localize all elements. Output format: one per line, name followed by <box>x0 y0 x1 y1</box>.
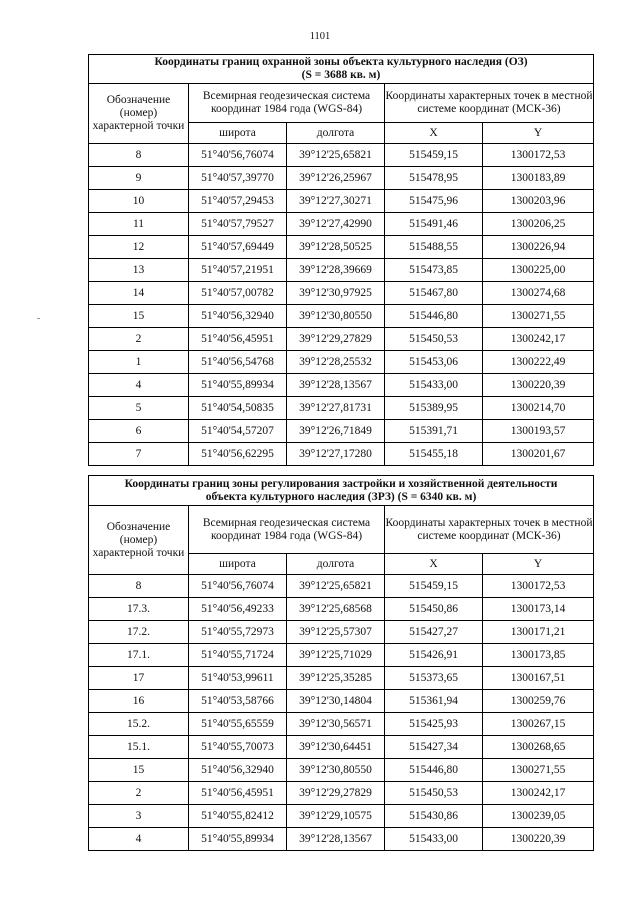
point-id-cell: 8 <box>89 575 189 598</box>
table-row <box>89 305 594 328</box>
y-cell: 1300267,15 <box>483 713 594 736</box>
latitude-cell: 51°40'53,58766 <box>189 690 287 713</box>
point-id-cell: 2 <box>89 782 189 805</box>
longitude-cell: 39°12'28,13567 <box>287 374 385 397</box>
x-cell: 515473,85 <box>385 259 483 282</box>
point-id-cell: 11 <box>89 213 189 236</box>
longitude-cell: 39°12'30,56571 <box>287 713 385 736</box>
oz-coordinates-table <box>88 54 594 466</box>
point-id-cell: 15.2. <box>89 713 189 736</box>
table-title <box>89 476 594 506</box>
latitude-cell: 51°40'54,50835 <box>189 397 287 420</box>
point-id-cell: 15 <box>89 305 189 328</box>
table-row <box>89 259 594 282</box>
table-row <box>89 351 594 374</box>
longitude-cell: 39°12'30,80550 <box>287 759 385 782</box>
latitude-cell: 51°40'55,82412 <box>189 805 287 828</box>
header-latitude: широта <box>189 123 287 144</box>
x-cell: 515426,91 <box>385 644 483 667</box>
point-id-cell: 17.3. <box>89 598 189 621</box>
table-row <box>89 144 594 167</box>
table-row <box>89 736 594 759</box>
margin-mark <box>37 318 40 319</box>
x-cell: 515475,96 <box>385 190 483 213</box>
table-row <box>89 397 594 420</box>
latitude-cell: 51°40'55,89934 <box>189 828 287 851</box>
latitude-cell: 51°40'56,45951 <box>189 328 287 351</box>
y-cell: 1300271,55 <box>483 759 594 782</box>
table-row <box>89 598 594 621</box>
x-cell: 515430,86 <box>385 805 483 828</box>
longitude-cell: 39°12'29,10575 <box>287 805 385 828</box>
point-id-cell: 6 <box>89 420 189 443</box>
table-title-line1: Координаты границ зоны регулирования застройки и хозяйственной деятельности <box>124 477 558 490</box>
latitude-cell: 51°40'56,45951 <box>189 782 287 805</box>
y-cell: 1300201,67 <box>483 443 594 466</box>
point-id-cell: 4 <box>89 828 189 851</box>
longitude-cell: 39°12'26,25967 <box>287 167 385 190</box>
latitude-cell: 51°40'56,54768 <box>189 351 287 374</box>
latitude-cell: 51°40'57,69449 <box>189 236 287 259</box>
table-row <box>89 713 594 736</box>
latitude-cell: 51°40'56,32940 <box>189 759 287 782</box>
latitude-cell: 51°40'55,65559 <box>189 713 287 736</box>
table-row <box>89 782 594 805</box>
x-cell: 515433,00 <box>385 828 483 851</box>
table-row <box>89 420 594 443</box>
y-cell: 1300225,00 <box>483 259 594 282</box>
x-cell: 515450,86 <box>385 598 483 621</box>
header-x: X <box>385 554 483 575</box>
y-cell: 1300173,85 <box>483 644 594 667</box>
page-number: 1101 <box>309 31 331 42</box>
x-cell: 515373,65 <box>385 667 483 690</box>
table-row <box>89 667 594 690</box>
latitude-cell: 51°40'57,79527 <box>189 213 287 236</box>
longitude-cell: 39°12'25,35285 <box>287 667 385 690</box>
point-id-cell: 10 <box>89 190 189 213</box>
longitude-cell: 39°12'27,42990 <box>287 213 385 236</box>
longitude-cell: 39°12'27,17280 <box>287 443 385 466</box>
x-cell: 515433,00 <box>385 374 483 397</box>
y-cell: 1300167,51 <box>483 667 594 690</box>
y-cell: 1300226,94 <box>483 236 594 259</box>
longitude-cell: 39°12'30,64451 <box>287 736 385 759</box>
x-cell: 515455,18 <box>385 443 483 466</box>
y-cell: 1300220,39 <box>483 828 594 851</box>
point-id-cell: 16 <box>89 690 189 713</box>
x-cell: 515446,80 <box>385 759 483 782</box>
latitude-cell: 51°40'56,76074 <box>189 144 287 167</box>
x-cell: 515453,06 <box>385 351 483 374</box>
longitude-cell: 39°12'28,25532 <box>287 351 385 374</box>
x-cell: 515427,27 <box>385 621 483 644</box>
table-row <box>89 443 594 466</box>
x-cell: 515391,71 <box>385 420 483 443</box>
y-cell: 1300271,55 <box>483 305 594 328</box>
x-cell: 515488,55 <box>385 236 483 259</box>
longitude-cell: 39°12'25,68568 <box>287 598 385 621</box>
point-id-cell: 8 <box>89 144 189 167</box>
x-cell: 515427,34 <box>385 736 483 759</box>
y-cell: 1300203,96 <box>483 190 594 213</box>
y-cell: 1300206,25 <box>483 213 594 236</box>
table-title-line2: (S = 3688 кв. м) <box>301 69 381 81</box>
table-row <box>89 621 594 644</box>
point-id-cell: 7 <box>89 443 189 466</box>
latitude-cell: 51°40'57,00782 <box>189 282 287 305</box>
latitude-cell: 51°40'55,71724 <box>189 644 287 667</box>
x-cell: 515491,46 <box>385 213 483 236</box>
point-id-cell: 15.1. <box>89 736 189 759</box>
point-id-cell: 17.1. <box>89 644 189 667</box>
longitude-cell: 39°12'26,71849 <box>287 420 385 443</box>
header-longitude: долгота <box>287 123 385 144</box>
x-cell: 515450,53 <box>385 328 483 351</box>
y-cell: 1300171,21 <box>483 621 594 644</box>
header-y: Y <box>483 554 594 575</box>
table-row <box>89 805 594 828</box>
x-cell: 515389,95 <box>385 397 483 420</box>
latitude-cell: 51°40'57,39770 <box>189 167 287 190</box>
longitude-cell: 39°12'28,39669 <box>287 259 385 282</box>
point-id-cell: 14 <box>89 282 189 305</box>
point-id-cell: 13 <box>89 259 189 282</box>
point-id-cell: 15 <box>89 759 189 782</box>
y-cell: 1300173,14 <box>483 598 594 621</box>
y-cell: 1300239,05 <box>483 805 594 828</box>
table-row <box>89 190 594 213</box>
table-row <box>89 282 594 305</box>
longitude-cell: 39°12'29,27829 <box>287 328 385 351</box>
header-msk36: Координаты характерных точек в местной системе координат (МСК-36) <box>385 84 594 123</box>
header-point-id: Обозначение (номер) характерной точки <box>89 84 189 144</box>
table-row <box>89 828 594 851</box>
y-cell: 1300220,39 <box>483 374 594 397</box>
y-cell: 1300268,65 <box>483 736 594 759</box>
table-row <box>89 575 594 598</box>
table-title <box>89 55 594 84</box>
x-cell: 515425,93 <box>385 713 483 736</box>
longitude-cell: 39°12'28,50525 <box>287 236 385 259</box>
header-y: Y <box>483 123 594 144</box>
y-cell: 1300193,57 <box>483 420 594 443</box>
longitude-cell: 39°12'27,81731 <box>287 397 385 420</box>
header-latitude: широта <box>189 554 287 575</box>
latitude-cell: 51°40'56,32940 <box>189 305 287 328</box>
longitude-cell: 39°12'30,14804 <box>287 690 385 713</box>
longitude-cell: 39°12'28,13567 <box>287 828 385 851</box>
y-cell: 1300214,70 <box>483 397 594 420</box>
x-cell: 515459,15 <box>385 575 483 598</box>
latitude-cell: 51°40'57,29453 <box>189 190 287 213</box>
point-id-cell: 9 <box>89 167 189 190</box>
longitude-cell: 39°12'25,65821 <box>287 575 385 598</box>
y-cell: 1300242,17 <box>483 782 594 805</box>
table-row <box>89 374 594 397</box>
latitude-cell: 51°40'56,62295 <box>189 443 287 466</box>
longitude-cell: 39°12'25,57307 <box>287 621 385 644</box>
latitude-cell: 51°40'56,49233 <box>189 598 287 621</box>
table-row <box>89 167 594 190</box>
header-x: X <box>385 123 483 144</box>
latitude-cell: 51°40'53,99611 <box>189 667 287 690</box>
x-cell: 515450,53 <box>385 782 483 805</box>
point-id-cell: 4 <box>89 374 189 397</box>
longitude-cell: 39°12'27,30271 <box>287 190 385 213</box>
longitude-cell: 39°12'25,71029 <box>287 644 385 667</box>
table-row <box>89 236 594 259</box>
table-row <box>89 690 594 713</box>
header-msk36: Координаты характерных точек в местной системе координат (МСК-36) <box>385 506 594 554</box>
x-cell: 515446,80 <box>385 305 483 328</box>
y-cell: 1300259,76 <box>483 690 594 713</box>
y-cell: 1300183,89 <box>483 167 594 190</box>
point-id-cell: 17 <box>89 667 189 690</box>
x-cell: 515467,80 <box>385 282 483 305</box>
point-id-cell: 2 <box>89 328 189 351</box>
latitude-cell: 51°40'57,21951 <box>189 259 287 282</box>
point-id-cell: 5 <box>89 397 189 420</box>
table-row <box>89 644 594 667</box>
longitude-cell: 39°12'30,97925 <box>287 282 385 305</box>
latitude-cell: 51°40'56,76074 <box>189 575 287 598</box>
latitude-cell: 51°40'55,70073 <box>189 736 287 759</box>
x-cell: 515478,95 <box>385 167 483 190</box>
x-cell: 515459,15 <box>385 144 483 167</box>
header-point-id: Обозначение (номер) характерной точки <box>89 506 189 575</box>
latitude-cell: 51°40'54,57207 <box>189 420 287 443</box>
point-id-cell: 17.2. <box>89 621 189 644</box>
longitude-cell: 39°12'29,27829 <box>287 782 385 805</box>
y-cell: 1300172,53 <box>483 575 594 598</box>
table-row <box>89 328 594 351</box>
y-cell: 1300222,49 <box>483 351 594 374</box>
table-title-line1: Координаты границ охранной зоны объекта культурного наследия (ОЗ) <box>154 56 528 68</box>
x-cell: 515361,94 <box>385 690 483 713</box>
y-cell: 1300242,17 <box>483 328 594 351</box>
y-cell: 1300172,53 <box>483 144 594 167</box>
latitude-cell: 51°40'55,72973 <box>189 621 287 644</box>
header-wgs84: Всемирная геодезическая система координат 1984 года (WGS-84) <box>189 506 385 554</box>
zrz-coordinates-table <box>88 475 594 851</box>
point-id-cell: 12 <box>89 236 189 259</box>
longitude-cell: 39°12'30,80550 <box>287 305 385 328</box>
header-longitude: долгота <box>287 554 385 575</box>
point-id-cell: 3 <box>89 805 189 828</box>
latitude-cell: 51°40'55,89934 <box>189 374 287 397</box>
y-cell: 1300274,68 <box>483 282 594 305</box>
table-title-line2: объекта культурного наследия (ЗРЗ) (S = 6340 кв. м) <box>205 490 477 503</box>
longitude-cell: 39°12'25,65821 <box>287 144 385 167</box>
point-id-cell: 1 <box>89 351 189 374</box>
table-row <box>89 213 594 236</box>
header-wgs84: Всемирная геодезическая система координат 1984 года (WGS-84) <box>189 84 385 123</box>
table-row <box>89 759 594 782</box>
